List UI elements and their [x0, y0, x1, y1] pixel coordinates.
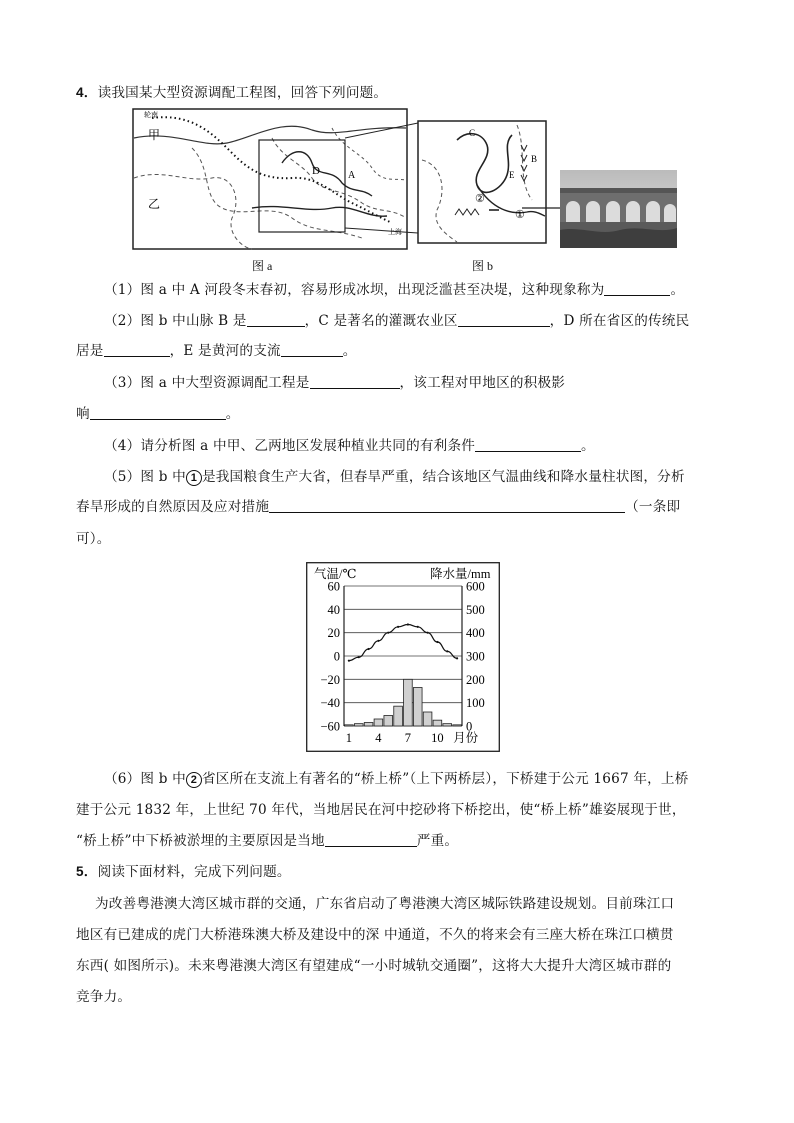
map-label-yi: 乙	[148, 197, 161, 211]
circled-number-1: 1	[186, 470, 202, 486]
x-tick-label: 1	[345, 731, 353, 745]
answer-blank[interactable]	[604, 281, 670, 296]
y-left-tick-label: 40	[327, 602, 340, 617]
q4-sub6-text: 省区所在支流上有著名的“桥上桥”（上下两桥层），下桥建于公元 1667 年，上桥	[201, 771, 689, 787]
q4-sub4-text: （4）请分析图 a 中甲、乙两地区发展种植业共同的有利条件	[104, 438, 476, 454]
q5-number: 5．	[76, 864, 98, 879]
y-left-tick-label: 20	[327, 626, 340, 641]
q4-sub3-text: 响	[76, 406, 90, 422]
temperature-point	[387, 632, 389, 634]
x-axis-unit: 月份	[453, 731, 479, 745]
q4-sub3-text: （3）图 a 中大型资源调配工程是	[104, 375, 310, 391]
answer-blank[interactable]	[458, 312, 550, 327]
q5-paragraph-line2: 地区有已建成的虎门大桥港珠澳大桥及建设中的深 中通道，不久的将来会有三座大桥在珠江口横贯	[76, 927, 674, 943]
q4-sub1-text: （1）图 a 中 A 河段冬末春初，容易形成冰坝，出现泛滥甚至决堤，这种现象称为	[104, 282, 605, 298]
q4-intro-line	[76, 84, 387, 102]
y-right-tick-label: 300	[466, 649, 485, 664]
x-tick-label: 10	[431, 731, 444, 745]
answer-blank[interactable]	[325, 832, 417, 847]
y-right-tick-label: 0	[466, 719, 473, 734]
q4-sub5-text: （一条即	[625, 499, 681, 515]
temperature-point	[426, 632, 428, 634]
chart-title-right: 降水量/mm	[430, 567, 491, 581]
precipitation-bar	[413, 688, 422, 727]
circled-number-2: 2	[186, 772, 202, 788]
q4-sub6-line2: 建于公元 1832 年，上世纪 70 年代，当地居民在河中挖砂将下桥挖出，使“桥上桥”雄姿展现于世，	[76, 802, 686, 818]
precipitation-bar	[384, 716, 393, 727]
period: 。	[581, 438, 595, 454]
y-right-tick-label: 400	[466, 626, 485, 641]
temperature-point	[358, 656, 360, 658]
y-left-tick-label: −40	[320, 696, 340, 711]
q4-sub2-line2	[76, 342, 357, 360]
q4-sub6-text: “桥上桥”中下桥被淤埋的主要原因是当地	[76, 833, 325, 849]
map-connector-lines	[340, 118, 420, 238]
precipitation-bar	[433, 720, 442, 726]
y-right-tick-label: 500	[466, 602, 485, 617]
temperature-point	[407, 623, 409, 625]
photo-bridge-deck	[560, 188, 677, 193]
q4-sub2-text: 居是	[76, 343, 104, 359]
q4-number: 4．	[76, 85, 98, 100]
temperature-point	[456, 657, 458, 659]
q4-sub2-line1	[104, 312, 689, 330]
temperature-point	[446, 650, 448, 652]
temperature-point	[436, 641, 438, 643]
fig-a-caption: 图 a	[252, 259, 273, 273]
q4-sub6-text: 严重。	[416, 833, 459, 849]
chart-title-left: 气温/℃	[314, 567, 357, 581]
map-label-shanghai: 上海	[388, 228, 402, 236]
connector-line	[345, 123, 418, 138]
map-label-jia: 甲	[148, 128, 161, 142]
q4-sub6-line1	[104, 770, 689, 788]
precipitation-bar	[443, 724, 452, 726]
q5-paragraph-line4: 竞争力。	[76, 989, 132, 1005]
q4-sub2-text: ，E 是黄河的支流	[169, 343, 281, 359]
q4-intro: 读我国某大型资源调配工程图，回答下列问题。	[97, 85, 388, 101]
q4-sub5-line1	[104, 468, 685, 486]
q4-sub6-text: （6）图 b 中	[104, 771, 186, 787]
q4-sub6-line3	[76, 832, 458, 850]
map-label-d: D	[312, 165, 320, 177]
precipitation-bar	[394, 706, 403, 726]
answer-blank[interactable]	[310, 374, 400, 389]
precipitation-bar	[453, 725, 462, 726]
map-label-a: A	[348, 170, 356, 181]
map-b-frame	[418, 121, 546, 243]
answer-blank[interactable]	[269, 498, 625, 513]
temperature-point	[397, 626, 399, 628]
q4-sub3-text: ，该工程对甲地区的积极影	[399, 375, 566, 391]
q4-sub5-text: 春旱形成的自然原因及应对措施	[76, 499, 270, 515]
q5-paragraph-line1: 为改善粤港澳大湾区城市群的交通，广东省启动了粤港澳大湾区城际铁路建设规划。目前珠江口	[95, 896, 675, 912]
map-label-c: C	[469, 128, 476, 138]
map-label-b: B	[531, 154, 538, 164]
q4-sub2-text: ，C 是著名的灌溉农业区	[304, 313, 458, 329]
q4-sub5-line2	[76, 498, 680, 516]
answer-blank[interactable]	[281, 342, 343, 357]
q4-sub2-text: （2）图 b 中山脉 B 是	[104, 313, 247, 329]
x-tick-label: 4	[375, 731, 382, 745]
q4-sub1	[104, 281, 684, 299]
q4-sub3-line2	[76, 405, 240, 423]
precipitation-bar	[364, 723, 373, 727]
precipitation-bar	[423, 712, 432, 726]
precipitation-bar	[404, 679, 413, 726]
map-label-lunnan: 轮南	[144, 111, 158, 119]
bridge-photo	[560, 170, 677, 248]
q5-intro-line	[76, 863, 291, 881]
precipitation-bar	[345, 725, 354, 726]
y-right-tick-label: 600	[466, 579, 485, 594]
precipitation-bar	[354, 724, 363, 726]
precipitation-bar	[374, 719, 383, 726]
y-left-tick-label: 0	[333, 649, 340, 664]
q4-sub2-text: ，D 所在省区的传统民	[549, 313, 690, 329]
q5-intro: 阅读下面材料，完成下列问题。	[97, 864, 291, 880]
y-left-tick-label: 60	[327, 579, 340, 594]
connector-line	[345, 228, 418, 233]
climate-chart	[306, 562, 500, 752]
answer-blank[interactable]	[475, 437, 581, 452]
y-right-tick-label: 100	[466, 696, 485, 711]
q4-sub5-text: （5）图 b 中	[104, 469, 186, 485]
map-label-2: ②	[475, 193, 485, 205]
answer-blank[interactable]	[247, 312, 305, 327]
map-label-e: E	[509, 170, 515, 180]
photo-connector	[520, 200, 564, 216]
temperature-point	[348, 660, 350, 662]
answer-blank[interactable]	[90, 405, 226, 420]
period: 。	[670, 282, 685, 298]
temperature-point	[377, 640, 379, 642]
temperature-point	[417, 626, 419, 628]
q4-sub5-line3: 可）。	[76, 531, 111, 547]
period: 。	[225, 406, 240, 422]
q4-sub4	[104, 437, 595, 455]
photo-ground	[560, 228, 677, 248]
x-tick-label: 7	[404, 731, 412, 745]
temperature-point	[367, 648, 369, 650]
y-left-tick-label: −20	[320, 672, 340, 687]
period: 。	[342, 343, 357, 359]
answer-blank[interactable]	[104, 342, 170, 357]
map-figure-b	[417, 120, 547, 244]
y-right-tick-label: 200	[466, 672, 485, 687]
q4-sub3-line1	[104, 374, 565, 392]
q5-paragraph-line3: 东西( 如图所示)。未来粤港澳大湾区有望建成“一小时城轨交通圈”，这将大大提升大湾区城市群的	[76, 958, 672, 974]
y-left-tick-label: −60	[320, 719, 340, 734]
fig-b-caption: 图 b	[472, 259, 494, 273]
q4-sub5-text: 是我国粮食生产大省，但春旱严重，结合该地区气温曲线和降水量柱状图，分析	[201, 469, 685, 485]
map-label-1: ①	[515, 209, 525, 221]
